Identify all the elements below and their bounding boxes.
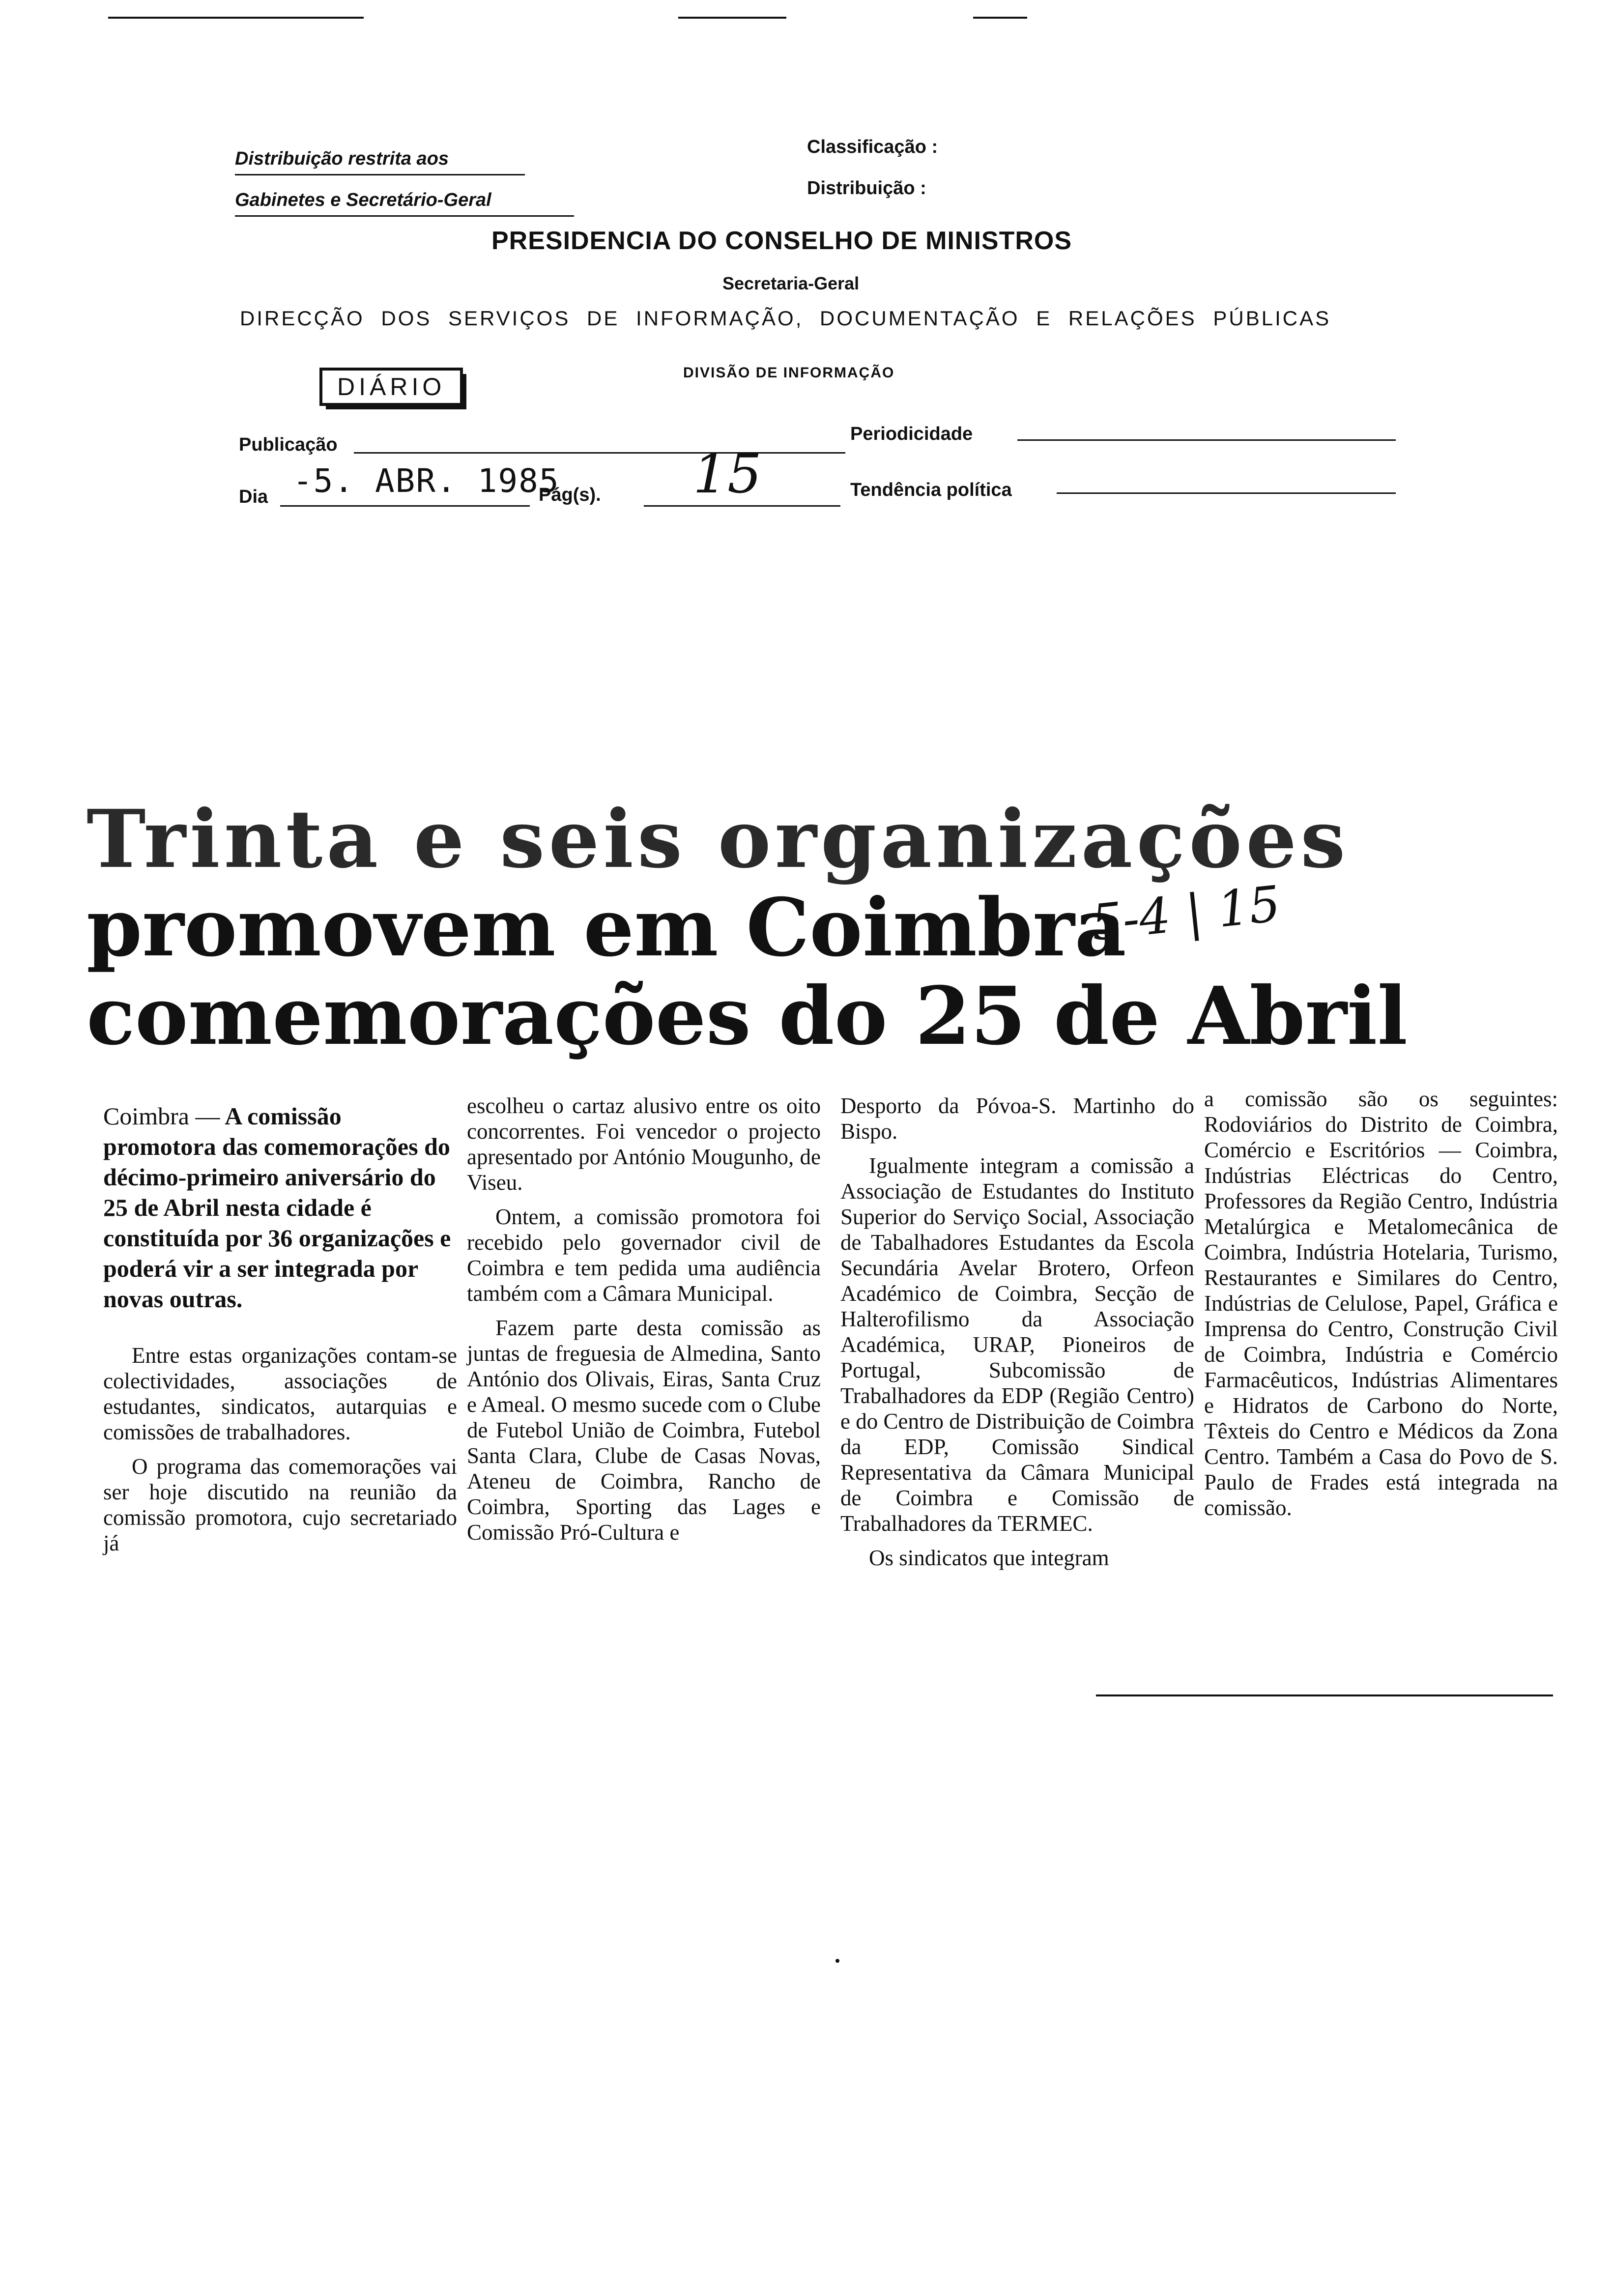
article-lede	[103, 1101, 457, 1314]
secretariat-subtitle: Secretaria-Geral	[722, 273, 860, 293]
distribution-underline-1	[235, 174, 525, 175]
col3-paragraph-2: Igualmente integram a comissão a Associação de Estudantes do Instituto Superior do Serviço Social, Associação de Tabalhadores Estudantes da Escola Secundária Avelar Brotero, Orfeon Académico de Coimbra, Secção de Halterofilismo da Associação Académica, URAP, Pioneiros de Portugal, Subcomissão de Trabalhadores da EDP (Região Centro) e do Centro de Distribuição de Coimbra da EDP, Comissão Sindical Representativa da Câmara Municipal de Coimbra e Comissão de Trabalhadores da TERMEC.	[840, 1153, 1194, 1536]
date-stamp: -5. ABR. 1985	[293, 462, 560, 500]
col1-paragraph-2: O programa das comemorações vai ser hoje discutido na reunião da comissão promotora, cujo secretariado já	[103, 1454, 457, 1555]
headline-block	[86, 795, 1561, 1061]
scan-top-rule-right	[973, 17, 1027, 19]
periodicity-field-line	[1017, 439, 1396, 441]
directorate-line: DIRECÇÃO DOS SERVIÇOS DE INFORMAÇÃO, DOCUMENTAÇÃO E RELAÇÕES PÚBLICAS	[240, 307, 1331, 330]
handwritten-annotation: 5-4 | 15	[1088, 875, 1283, 952]
col3-paragraph-1: Desporto da Póvoa-S. Martinho do Bispo.	[840, 1093, 1194, 1144]
presidency-title: PRESIDENCIA DO CONSELHO DE MINISTROS	[491, 227, 1072, 255]
lede-location: Coimbra —	[103, 1102, 220, 1130]
col2-paragraph-1: escolheu o cartaz alusivo entre os oito concorrentes. Foi vencedor o projecto apresentado por António Mougunho, de Viseu.	[467, 1093, 821, 1195]
scan-top-rule-left	[108, 17, 364, 19]
col3-paragraph-3: Os sindicatos que integram	[869, 1546, 1109, 1570]
pages-value-handwritten: 15	[693, 442, 762, 505]
pages-field-line	[644, 505, 840, 507]
division-label: DIVISÃO DE INFORMAÇÃO	[683, 365, 895, 381]
article-end-rule	[1096, 1694, 1553, 1696]
day-label: Dia	[239, 487, 268, 507]
day-field-line	[280, 505, 530, 507]
headline-line-2: promovem em Coimbra	[86, 881, 1126, 975]
publication-stamp: DIÁRIO	[319, 368, 463, 406]
publication-field-line	[354, 452, 845, 454]
lede-text: A comissão promotora das comemorações do décimo-primeiro aniversário do 25 de Abril nesta cidade é constituída por 36 organizações e poderá vir a ser integrada por novas outras.	[103, 1102, 451, 1313]
col2-paragraph-2: Ontem, a comissão promotora foi recebido pelo governador civil de Coimbra e tem pedida uma audiência também com a Câmara Municipal.	[467, 1205, 821, 1306]
headline-line-3: comemorações do 25 de Abril	[86, 970, 1408, 1063]
scan-speck	[835, 1959, 839, 1963]
pages-label: Pág(s).	[539, 485, 601, 505]
scan-top-rule-mid	[678, 17, 786, 19]
col4-paragraph-1: a comissão são os seguintes: Rodoviários do Distrito de Coimbra, Comércio e Escritórios — Coimbra, Indústrias Eléctricas do Centro, Professores da Região Centro, Indústria Metalúrgica e Metalomecânica de Coimbra, Indústria Hotelaria, Turismo, Restaurantes e Similares do Centro, Indústrias de Celulose, Papel, Gráfica e Imprensa do Centro, Construção Civil de Coimbra, Indústria e Comércio Farmacêuticos, Indústrias Alimentares e Hidratos de Carbono do Norte, Têxteis do Centro e Médicos da Zona Centro. Também a Casa do Povo de S. Paulo de Frades está integrada na comissão.	[1204, 1087, 1558, 1520]
distribution-restricted-line1: Distribuição restrita aos	[235, 148, 449, 169]
political-trend-field-line	[1057, 492, 1396, 494]
article-column-4	[1204, 1086, 1558, 1529]
headline-line-1: Trinta e seis organizações	[86, 793, 1350, 886]
periodicity-label: Periodicidade	[850, 424, 973, 444]
publication-label: Publicação	[239, 434, 338, 455]
article-column-1	[103, 1101, 457, 1565]
distribution-underline-2	[235, 215, 574, 217]
article-column-3	[840, 1093, 1194, 1579]
article-column-2	[467, 1093, 821, 1554]
classification-label: Classificação :	[807, 137, 938, 157]
col1-paragraph-1: Entre estas organizações contam-se colectividades, associações de estudantes, sindicatos, autarquias e comissões de trabalhadores.	[103, 1343, 457, 1444]
political-trend-label: Tendência política	[850, 480, 1012, 500]
distribution-restricted-line2: Gabinetes e Secretário-Geral	[235, 190, 491, 210]
col2-paragraph-3: Fazem parte desta comissão as juntas de freguesia de Almedina, Santo António dos Olivais, Eiras, Santa Cruz e Ameal. O mesmo sucede com o Clube de Futebol União de Coimbra, Futebol Santa Clara, Clube de Casas Novas, Ateneu de Coimbra, Rancho de Coimbra, Sporting das Lages e Comissão Pró-Cultura e	[467, 1316, 821, 1545]
distribution-label: Distribuição :	[807, 178, 926, 199]
